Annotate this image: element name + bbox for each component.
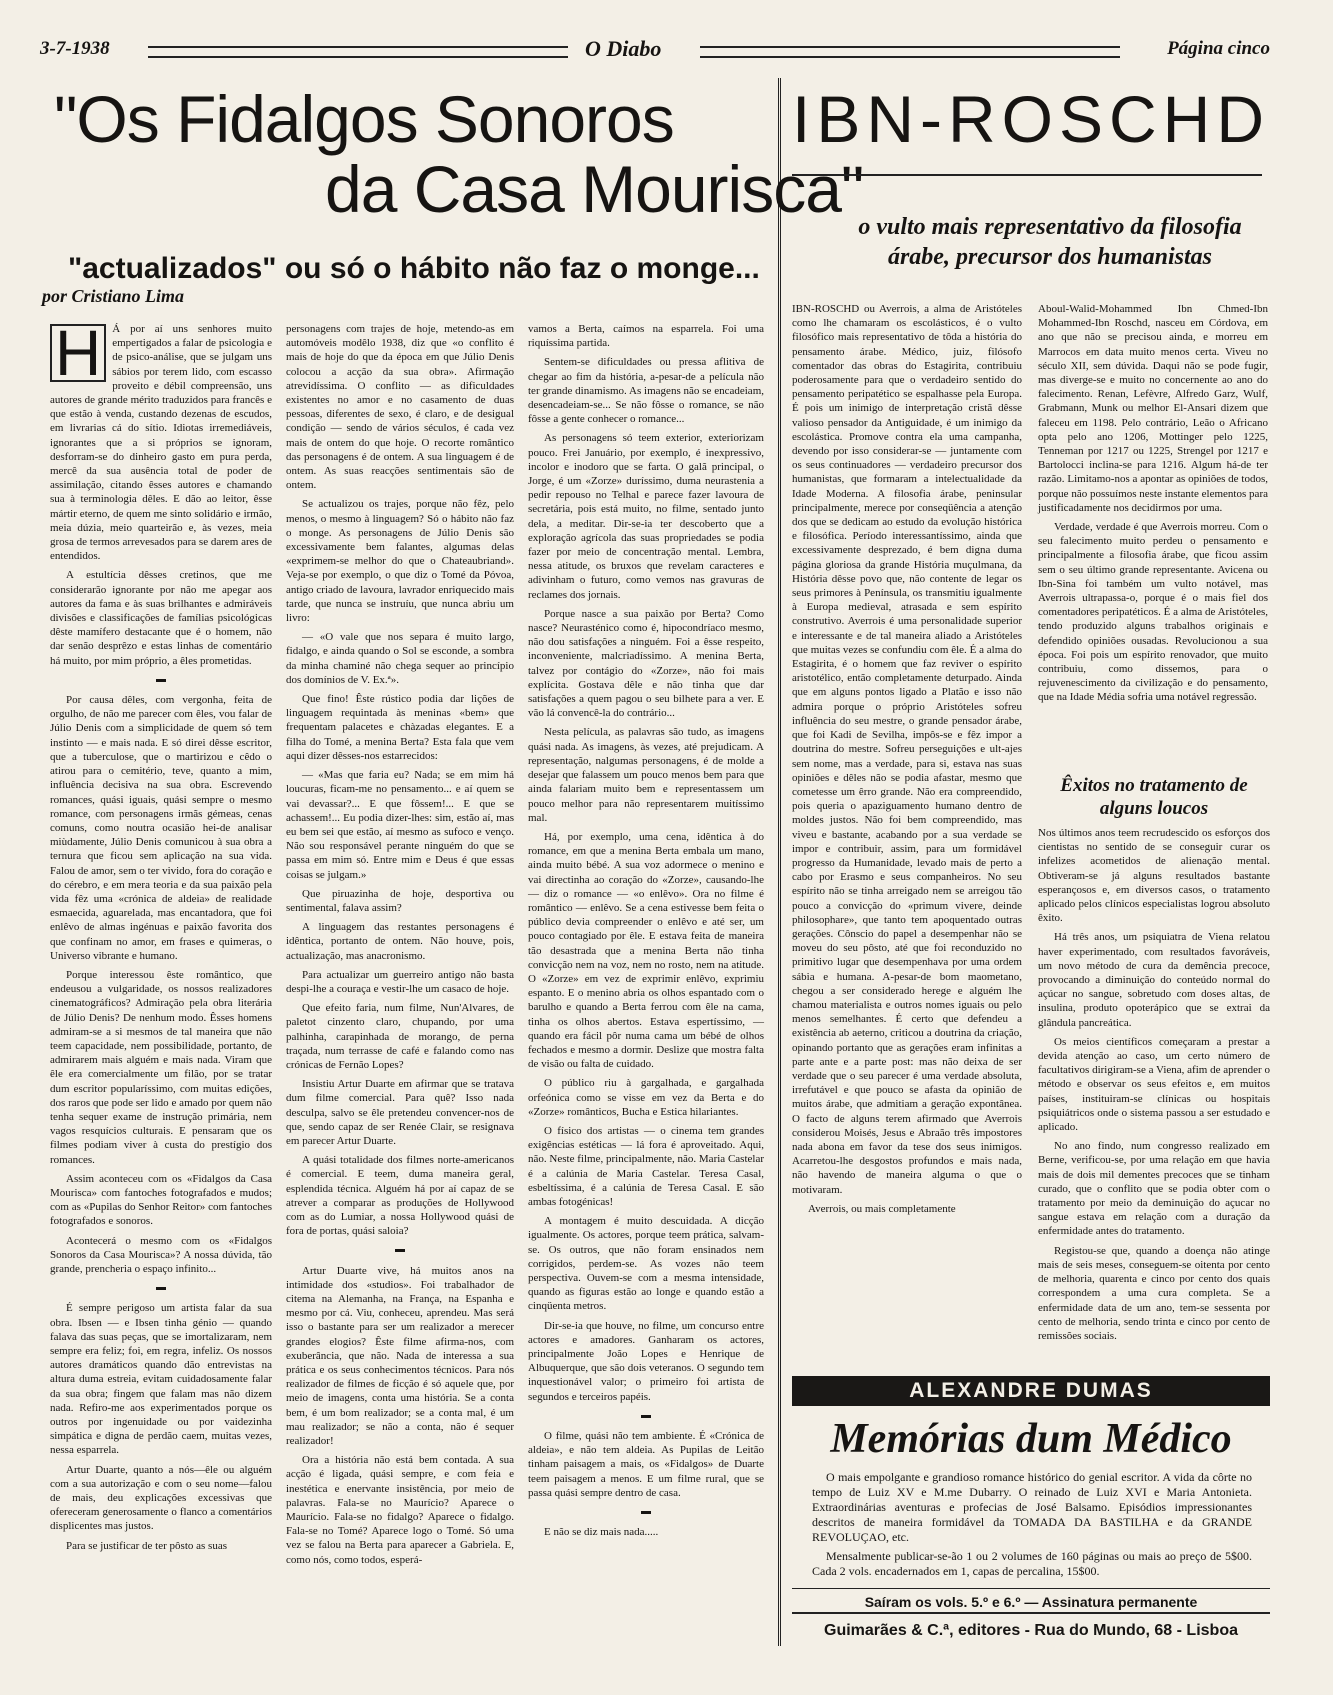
section-separator: ▬ [156, 1282, 166, 1294]
drop-cap: H [50, 324, 106, 382]
paragraph: Artur Duarte, quanto a nós—êle ou alguém com a sua autorização e com o seu nome—falou de mais, deu explicações excessivas que ofereceram generosamente o flanco a comentários displicentes mas justos. [50, 1463, 272, 1533]
paragraph: O físico dos artistas — o cinema tem grandes exigências estéticas — lá fora é aproveitado. Aqui, não. Neste filme, principalmente, não. Maria Castelar é a calúnia de Maria Castelar. Teresa Casal, esbeltíssima, é a calúnia de Teresa Casal. E são ambas fotogénicas! [528, 1124, 764, 1208]
title-rule [792, 174, 1262, 176]
book-advertisement [792, 1376, 1270, 1648]
paragraph: Porque nasce a sua paixão por Berta? Como nasce? Neurasténico como é, hipocondríaco mesmo, não dou satisfações a ninguém. Foi a êsse respeito, inconveniente, malcriadíssimo. A menina Berta, talvez por contágio do «Zorze», não foi mais explícita. Gostava dêle e não tinha que dar satisfações a quem pagou o seu bilhete para a ver. E vão lá convencê-la do contrário... [528, 607, 764, 720]
paragraph: — «O vale que nos separa é muito largo, fidalgo, e ainda quando o Sol se esconde, a sombra da minha chaminé não chega sequer ao princípio dos domínios de V. Ex.ª». [286, 631, 514, 686]
paragraph: personagens com trajes de hoje, metendo-as em automóveis modêlo 1938, diz que «o conflito é mais de hoje do que da época em que Júlio Denis colocou a acção da sua obra». Afirmação atrevidíssima. O conflito — as dificuldades existentes no amor e no casamento de duas pessoas, diferentes de sexo, é claro, e de desigual condição — sendo de vários séculos, é cada vez mais de ontem do que hoje. O recorte romântico das personagens é de ontem. A sua linguagem é de ontem. As suas reacções sentimentais são de ontem. [286, 323, 514, 492]
article-column-2 [286, 322, 514, 1652]
section-separator: ▬ [156, 673, 166, 685]
ad-body [812, 1470, 1252, 1583]
section-separator: ▬ [641, 1409, 651, 1421]
paragraph: Aboul-Walid-Mohammed Ibn Chmed-Ibn Mohammed-Ibn Roschd, nasceu em Córdova, em ano que não se precisou ainda, e morreu em Marrocos em data muito menos certa. Viveu no século XII, sem dúvida. Daqui não se pode fugir, mas diverge-se e muito no concernente ao ano do falecimento. Renan, Lefèvre, Alfredo Garz, Wulf, Grabmann, Munk ou melhor El-Ansari dizem que faleceu em 1198. Pelo contrário, Leão o Africano opta pelo ano 1206, Mottinger pelo 1225, Tenneman por 1217 ou 1225, Strengel por 1217 e Bartolocci inclina-se para 1216. Algum há-de ter razão. Limitamo-nos a apontar as opiniões de todos, porque não possuímos neste instante elementos para justificadamente nos decidirmos por uma. [1038, 303, 1268, 514]
issue-date: 3-7-1938 [40, 38, 110, 59]
ad-publisher: Guimarães & C.ª, editores - Rua do Mundo, 68 - Lisboa [824, 1622, 1238, 1639]
ad-rule [792, 1612, 1270, 1614]
paragraph: Registou-se que, quando a doença não atinge mais de seis meses, conseguem-se oitenta por cento de melhoria, quarenta e cinco por cento dos quais correspondem a uma cura completa. Se a enfermidade data de um ano, tem-se sessenta por cento de melhoria, sendo trinta e cinco por cento de remissões sociais. [1038, 1244, 1270, 1342]
page-header [40, 36, 1270, 64]
exitos-title: Êxitos no tratamento de alguns loucos [1060, 775, 1248, 819]
paragraph: IBN-ROSCHD ou Averrois, a alma de Aristóteles como lhe chamaram os escolásticos, é o vulto filosófico mais representativo de tôda a história do pensamento árabe. Médico, juiz, filósofo comentador das obras do Estagirita, contribuiu poderosamente para que o verdadeiro sentido do pensamento peripatético se espalhasse pela Europa. É pois um inimigo de interpretação cristã dêsse valioso pensador da Antiguidade, é um inimigo da escolástica. Promove contra ela uma campanha, devendo por isso considerar-se — juntamente com os seus continuadores — verdadeiro precursor dos humanistas, que formaram a intelectualidade da Idade Moderna. A filosofia árabe, peninsular principalmente, merece por conseqüência a atenção dos que se dedicam ao estudo da evolução histórica e filosófica. Período interessantíssimo, ainda que excessivamente desprezado, é bem digna duma página gloriosa da grande História muçulmana, da História dêsse povo que, não contente de legar os seus primores à Península, os transmitiu igualmente à Europa medieval, atrasada e sem espírito construtivo. Averrois é uma personalidade superior e interessante e de tal maneira aliado a Aristóteles que muitas vezes se confundiu com êle. É a alma do Estagirita, é o homem que faz reviver o espírito aristotélico, então completamente deturpado. Ainda que em alguns pontos ligado a Platão e isso não admira porque o próprio Aristóteles sofreu influência do seu mestre, o grande pensador árabe, que foi Kadi de Sevilha, impôs-se e fêz impor a doutrina do mestre. Sofreu perseguições e ult-ajes sem nome, mas a verdade, para si, estava nas suas opiniões e dêles não se podia afastar, mesmo que cometesse um êrro grande. Não era compreendido, pois queria o apaziguamento humano dentro de moldes justos. Não foi bem compreendido, mas viveu e bastante, acabando por a sua verdade se impor e contribuir, assim, para um formidável progresso da Humanidade, levado mais de perto a cabo por Erasmo e seus companheiros. No seu espírito não se tinha arreigado nem se arreigou tão pouco a convicção do «primum vivere, deinde philosophare», que tanto tem apoquentado outras gerações. Cônscio do papel a desempenhar não se moveu do seu pôsto, até que foi reconduzido no primitivo lugar que desempenhava por uma ordem sábia e humana. A-pesar-de bom maometano, chegou a ser considerado herege e alguém lhe chamou materialista e outros nomes iguais ou pelo menos semelhantes. É certo que defendeu a existência ab aeterno, criticou a doutrina da criação, opinando portanto que as gerações eram infinitas a parte ante e a parte post: mas não deixa de ser verdade que o seu parecer é uma verdade absoluta, irrefutável e que pouco se afasta da opinião de muitos árabe, que admitiam a geração expontânea. O facto de alguns terem afirmado que Averrois considerou Moisés, Jesus e Abraão três impostores nada abona em favor da tese dos seus inimigos. Acarretou-lhe desgostos profundos e mais nada, não havendo de maneira alguma o que o motivaram. [792, 303, 1022, 1196]
paragraph: O público riu à gargalhada, e gargalhada orfeónica como se visse em vez da Berta e do «Zorze» românticos, Bucha e Estica hilariantes. [528, 1077, 764, 1118]
paragraph: Averrois, ou mais completamente [808, 1202, 956, 1215]
article-column-1 [50, 317, 272, 1652]
ad-author: ALEXANDRE DUMAS [909, 1379, 1153, 1402]
ad-paragraph: Mensalmente publicar-se-ão 1 ou 2 volumes de 160 páginas ou mais ao preço de 5$00. Cada 2 vols. encadernados em 1, capas de percalina, 15$00. [812, 1549, 1252, 1578]
paragraph: E não se diz mais nada..... [544, 1526, 659, 1539]
newspaper-page [40, 36, 1270, 1656]
ad-paragraph: O mais empolgante e grandioso romance histórico do genial escritor. A vida da côrte no tempo de Luiz XV e M.me Dubarry. O reinado de Luiz XVI e Maria Antonieta. Extraordinárias aventuras e profecias de José Balsamo. Episódios impressionantes descritos de maneira formidável da TOMADA DA BASTILHA e da GRANDE REVOLUÇAO, etc. [812, 1470, 1252, 1544]
paragraph: Porque interessou êste romântico, que endeusou a vulgaridade, os nossos realizadores cinematográficos? Admiração pela obra literária de Júlio Denis? De nenhum modo. Êsses homens admiram-se a si mesmos de tal maneira que não teem capacidade, nem possibilidade, portanto, de admirarem mais alguém e mais nada. Viram que êle era comercialmente um filão, por se tratar dum escritor popularíssimo, com muitas edições, dos raros que pode ser lido e amado por quem não tenha sequer exame de instrução primária, nem vagos resquícios culturais. E pensaram que os filmes podiam viver à custa do prestígio dos romances. [50, 968, 272, 1166]
page-number: Página cinco [1167, 38, 1270, 59]
paragraph: É sempre perigoso um artista falar da sua obra. Ibsen — e Ibsen tinha génio — quando falava das suas peças, que se imortalizaram, nem sempre era feliz; foi, em regra, infeliz. Os nossos autores dramáticos quando dão entrevistas na altura duma estreia, evitam cuidadosamente falar da sua obra; fingem que falam mas não dizem nada. Refiro-me aos experimentados porque os outros por ingenuidade ou por vaidezinha simpática e digna de perdão caem, muitas vezes, nessa esparrela. [50, 1302, 272, 1457]
ad-title: Memórias dum Médico [830, 1416, 1232, 1462]
ad-rule [792, 1588, 1270, 1589]
article-byline: por Cristiano Lima [42, 286, 185, 306]
article-column-3 [528, 322, 764, 1652]
ad-subscription: Saíram os vols. 5.º e 6.º — Assinatura permanente [864, 1594, 1198, 1610]
header-rule-right [700, 46, 1120, 58]
section-separator: ▬ [641, 1506, 651, 1518]
paragraph: Há três anos, um psiquiatra de Viena relatou haver experimentado, com resultados favoráveis, um novo método de cura da demência precoce, provocando a diminuição do conteúdo normal do açúcar no sangue, sobretudo com doses altas, de insulina, produto opoterápico que se extrai da glândula pancreática. [1038, 931, 1270, 1029]
exitos-column [1038, 826, 1270, 1366]
paragraph: Assim aconteceu com os «Fidalgos da Casa Mourisca» com fantoches fotografados e mudos; com as «Pupilas do Senhor Reitor» com fantoches fotografados e sonoros. [50, 1172, 272, 1228]
header-rule-left [148, 46, 568, 58]
paragraph: Por causa dêles, com vergonha, feita de orgulho, de não me parecer com êles, vou falar de Júlio Denis com a simplicidade de quem só tem instinto — e mais nada. E só direi dêsse escritor, que a tuberculose, que o martirizou e cêdo o atirou para o cemitério, teve, quanto a mim, influência decisiva na sua obra. Escrevendo romances, quási iguais, quási sempre o mesmo romance, com personagens irmãs gémeas, cenas comuns, como noutra ocasião hei-de analisar miùdamente, Júlio Denis comunicou à sua obra a ternura que ficou sem aplicação na sua vida. Falou de amor, sem o ter vivido, fora do coração e do cérebro, e em mera teoria e da sua paixão pela vida fêz uma «crónica de aldeia» de realidade esmaecida, aguarelada, mas encantadora, que foi enlêvo de almas ingénuas e paixão favorita dos que confinam no amor, em frases e quimeras, o Universo vibrante e humano. [50, 694, 272, 962]
paragraph: O filme, quási não tem ambiente. É «Crónica de aldeia», e não tem aldeia. As Pupilas de Leitão tinham paisagem a mais, os «Fidalgos» de Duarte teem paisagem a menos. E um filme rural, que se passa quási sempre dentro de casa. [528, 1430, 764, 1499]
paragraph: A montagem é muito descuidada. A dicção igualmente. Os actores, porque teem prática, salvam-se. Os outros, que não foram ensinados nem corrigidos, perdem-se. As vozes não teem perspectiva. Ouvem-se com a mesma intensidade, quando as figuras estão ao longe e quando estão a cinqüenta metros. [528, 1215, 764, 1313]
paragraph: Nos últimos anos teem recrudescido os esforços dos cientistas no sentido de se conseguir curar os infelizes acometidos de alienação mental. Obtiveram-se já alguns resultados bastante esperançosos e, em diversos casos, o tratamento aplicado pelos clínicos especialistas logrou absoluto êxito. [1038, 827, 1270, 925]
article-title-line1: "Os Fidalgos Sonoros [54, 82, 674, 156]
paragraph: As personagens só teem exterior, exteriorizam pouco. Frei Januário, por exemplo, é inexpressivo, incolor e inodoro que se farta. O galã principal, o Jorge, é um «Zorze» duríssimo, duma neurastenia a pedir repouso no Telhal e parece fazer lavoura de secretária, pois está muito, no filme, sentado junto dela, a meditar. Dir-se-ia ter descoberto que a exploração agrícola das suas propriedades se podia fazer por meio de concentração mental. Lembra, nessa atitude, os bruxos que revelam caracteres e adivinham o futuro, como vemos nas gravuras de reclames dos jornais. [528, 432, 764, 601]
ibn-roschd-title: IBN-ROSCHD [792, 82, 1271, 156]
paragraph: Dir-se-ia que houve, no filme, um concurso entre actores e amadores. Ganharam os actores, principalmente João Lopes e Henrique de Albuquerque, que são dois veteranos. O segundo tem inquestionável valor; o primeiro foi artista de segundos e terceiros papéis. [528, 1319, 764, 1403]
column-divider [778, 78, 781, 1646]
paragraph: Que fino! Êste rústico podia dar lições de linguagem requintada às meninas «bem» que frequentam palacetes e chàzadas elegantes. E a filha do Tomé, a menina Berta? Esta fala que vem aqui dizer dêsses-nos estarrecidos: [286, 693, 514, 762]
paragraph: vamos a Berta, caímos na esparrela. Foi uma riquíssima partida. [528, 323, 764, 350]
paragraph: Insistiu Artur Duarte em afirmar que se tratava dum filme comercial. Para quê? Isso nada desculpa, salvo se êle pretendeu convencer-nos de que, sendo capaz de ser Renée Clair, se resignava em parecer Artur Duarte. [286, 1078, 514, 1147]
paragraph: Os meios científicos começaram a prestar a devida atenção ao caso, um certo número de facultativos dirigiram-se a Viena, afim de aprender o método e observar os seus efeitos e, em muitos países, instituiram-se clínicas ou hospitais psiquiátricos onde o sistema passou a ser estudado e aplicado. [1038, 1035, 1270, 1134]
article-subtitle: "actualizados" ou só o hábito não faz o monge... [68, 252, 760, 285]
masthead: O Diabo [585, 36, 662, 61]
paragraph: Há, por exemplo, uma cena, idêntica à do romance, em que a menina Berta embala um mano, ainda muito bébé. A sua voz adormece o menino e vai directinha ao coração do «Zorze», causando-lhe — diz o romance — «o enlêvo». Ora no filme é romântico — enlêvo. Se a cena estivesse bem feita o público devia compreender o enlêvo e até ser, um pouco contagiado por êle. E estava feita de maneira tão desastrada que a menina Berta não tinha convicção nem na voz, nem no rosto, nem na atitude. O «Zorze» em vez de exprimir enlêvo, exprimiu espanto. E o menino abria os olhos espantado com o barulho e quando a Berta ferrou com êle na cama, tinha os olhos abertos. Estava espertíssimo, — quando era fácil pôr numa cama um bébé de olhos fechados e mesmo a dormir. Deslize que mostra falta de visão ou falta de cuidado. [528, 830, 764, 1071]
paragraph: Para actualizar um guerreiro antigo não basta despi-lhe a couraça e vestir-lhe um casaco de hoje. [286, 968, 514, 995]
paragraph: Artur Duarte vive, há muitos anos na intimidade dos «studios». Foi trabalhador de citema na Alemanha, na França, na Espanha e mesmo por cá. Viu, conheceu, aprendeu. Mas será isso o bastante para ser um realizador a merecer grandes elogios? Êste filme afirma-nos, com exuberância, que não. Nada de interessa a sua prática e os seus conhecimentos técnicos. Para nós realizador de filmes de ficção é só aquele que, por meio de imagens, conta uma história. Se a conta bem, é um bom realizador; se a conta mal, é um mau realizador; se não a conta, não é sequer realizador! [286, 1264, 514, 1448]
paragraph: Acontecerá o mesmo com os «Fidalgos Sonoros da Casa Mourisca»? A nossa dúvida, tão grande, prencheria o espaço infinito... [50, 1234, 272, 1275]
section-separator: ▬ [395, 1244, 405, 1256]
paragraph: Para se justificar de ter pôsto as suas [66, 1539, 227, 1552]
paragraph: Ora a história não está bem contada. A sua acção é ligada, quási sempre, e com feia e inestética e enervante insistência, por meio de palavras. Fala-se no Maurício? Aparece o Maurício. Fala-se no fidalgo? Aparece o fidalgo. Fala-se no Tomé? Aparece logo o Tomé. Só uma vez se falou na Berta para aparecer a Gabriela. E, como nós, como todos, esperá- [286, 1454, 514, 1566]
paragraph: Se actualizou os trajes, porque não fêz, pelo menos, o mesmo à linguagem? Só o hábito não faz o monge. As personagens de Júlio Denis são excessivamente bem falantes, algumas delas «exprimem-se melhor do que o Chateaubriand». Veja-se por exemplo, o que diz o Tomé da Póvoa, antigo criado de lavoura, lavrador enriquecido mais tarde, que nunca se instruíu, que nunca abriu um livro: [286, 498, 514, 625]
ibn-roschd-column-1 [792, 302, 1022, 1215]
paragraph: Que efeito faria, num filme, Nun'Alvares, de paletot cinzento claro, chupando, por uma palhinha, carapinhada de morango, de perna traçada, num terrasse de café e falando como nas crónicas de Fernão Lopes? [286, 1002, 514, 1071]
paragraph: Nesta película, as palavras são tudo, as imagens quási nada. As imagens, às vezes, até prejudicam. A representação, nalgumas personagens, é de molde a desejar que falassem um pouco menos bem para que ainda falariam muito bem e representassem um pouco melhor para não representarem muitíssimo mal. [528, 726, 764, 824]
paragraph: Que piruazinha de hoje, desportiva ou sentimental, falava assim? [286, 887, 514, 914]
paragraph: Á por aí uns senhores muito empertigados a falar de psicologia e de psico-análise, que se julgam uns sábios por terem lido, com escasso proveito e débil compreensão, uns autores de grande mérito traduzidos para francês e que estão à venda, custando dezenas de escudos, em livrarias cá do sítio. Idiotas irremediáveis, ignorantes que a si próprios se ignoram, desforram-se do dinheiro gasto em pura perda, mercê da sua ausência total de poder de assimilação, citando êsses autores e chamando sua à terminologia dêles. E dão ao leitor, êsse mártir eterno, de quem me sinto solidário e irmão, meia dúzia, meio quarteirão e, às vezes, meia grosa de termos arrevesados para se darem ares de entendidos. [50, 323, 272, 563]
paragraph: — «Mas que faria eu? Nada; se em mim há loucuras, ficam-me no pensamento... e aí quem se vai devassar?... E que fôssem!... E que se achassem!... Eu podia dizer-lhes: sim, estão aí, mas eu bem sei que estão, aí mesmo as sufoco e venço. Não sou responsável perante ninguém do que se passa em mim só. Entre mim e Deus é que essas coisas se julgam.» [286, 769, 514, 881]
ibn-roschd-subtitle: o vulto mais representativo da filosofia árabe, precursor dos humanistas [858, 214, 1242, 270]
article-title-line2: da Casa Mourisca" [325, 152, 864, 226]
paragraph: Sentem-se dificuldades ou pressa aflitiva de chegar ao fim da história, a-pesar-de a película não ter grande dinamismo. As imagens não se encadeiam, desencadeiam-se... Se não fôsse o romance, se não fôsse a gente conhecer o romance... [528, 356, 764, 426]
paragraph: Verdade, verdade é que Averrois morreu. Com o seu falecimento muito perdeu o pensamento e principalmente a filosofia árabe, que ficou assim sem o seu último grande representante. Avicena ou Ibn-Sina foi também um vulto notável, mas Averrois ultrapassa-o, porque é o mais fiel dos comentadores peripatéticos. É a alma de Aristóteles, tendo produzido alguns trabalhos originais e defendido opiniões ousadas. Revolucionou a sua época. Foi pois um espírito renovador, que muito contribuiu, como dissemos, para o rejuvenescimento da civilização e do pensamento, que na Idade Média sofria uma notável regressão. [1038, 521, 1268, 704]
paragraph: A linguagem das restantes personagens é idêntica, portanto de ontem. Não houve, pois, actualização, mas anacronismo. [286, 921, 514, 962]
paragraph: No ano findo, num congresso realizado em Berne, verificou-se, por uma relação em que havia mais de dois mil dementes precoces que se tinham curado, que o conflito que se podia obter com o tratamento por meio da deminuição do açucar no sangue estava em relação com a duração da enfermidade antes do tratamento. [1038, 1140, 1270, 1238]
paragraph: A estultícia dêsses cretinos, que me considerarão ignorante por não me apegar aos autores da fama e às suas brilhantes e admiráveis divisões e classificações de famílias psicológicas dêste mamífero destacante que é o homem, não dar senão desprêzo e estas linhas de comentário há muito, por mim próprio, a êles prometidas. [50, 569, 272, 667]
paragraph: A quási totalidade dos filmes norte-americanos é comercial. E teem, duma maneira geral, esplendida técnica. Alguém há por aí capaz de se atrever a comparar as produções de Hollywood com as do Lumiar, a nossa Hollywood quási de fora de portas, quási saloia? [286, 1154, 514, 1238]
